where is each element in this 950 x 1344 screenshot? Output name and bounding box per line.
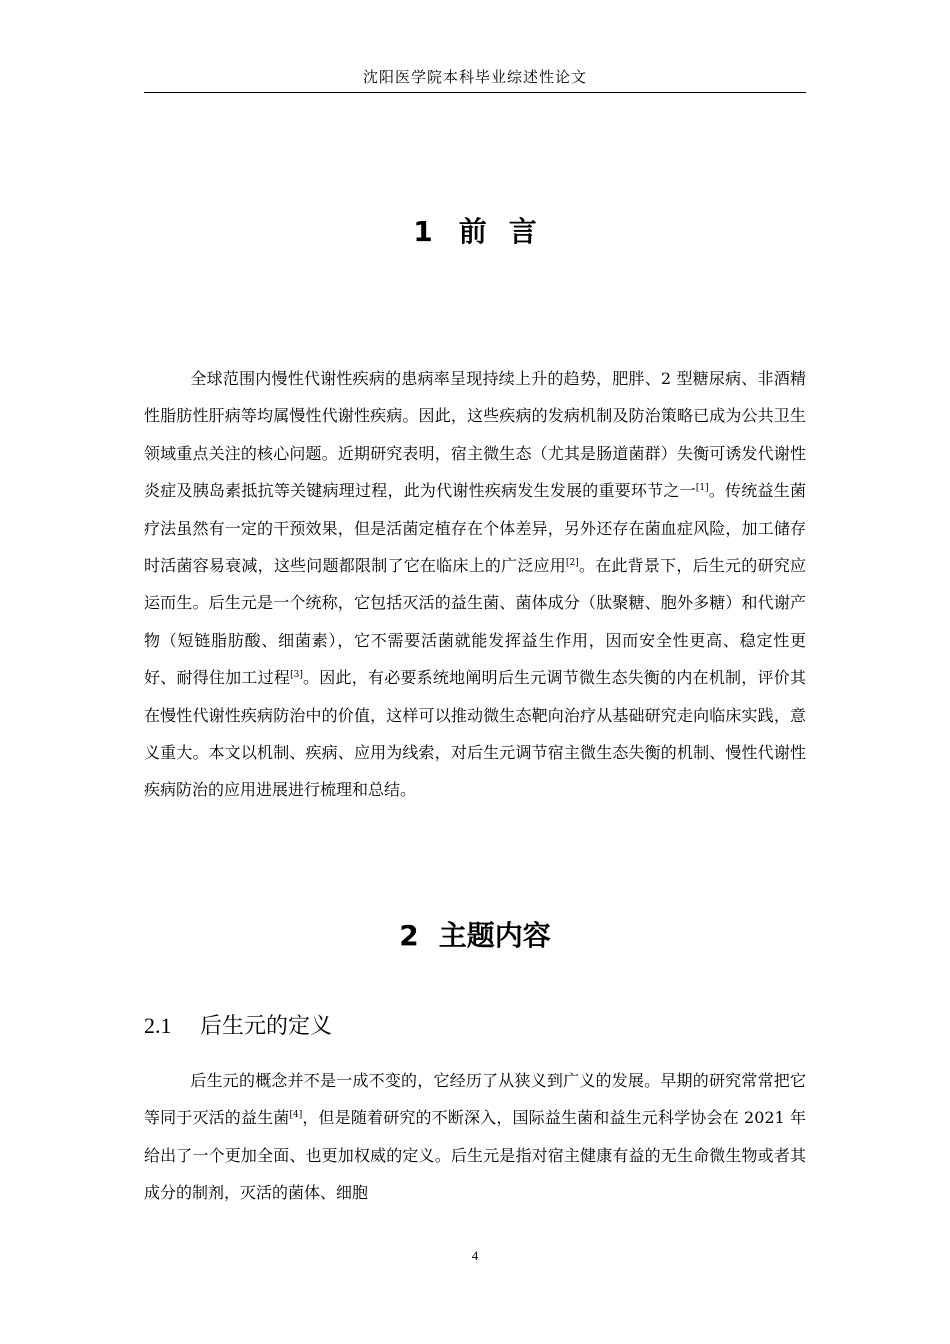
page-number: 4	[471, 1248, 479, 1263]
header-rule	[144, 92, 806, 93]
citation-1: [1]	[695, 483, 709, 494]
intro-text-a: 全球范围内慢性代谢性疾病的患病率呈现持续上升的趋势，肥胖、2 型糖尿病、非酒精性脂肪性肝病等均属慢性代谢性疾病。因此，这些疾病的发病机制及防治策略已成为公共卫生领域重点关注的核心问题。近期研究表明，宿主微生态（尤其是肠道菌群）失衡可诱发代谢性炎症及胰岛素抵抗等关键病理过程，此为代谢性疾病发生发展的重要环节之一	[144, 369, 806, 501]
intro-paragraph	[144, 360, 806, 809]
section-2-1-title: 后生元的定义	[200, 1014, 333, 1039]
intro-text-c: 。在此背景下，后生元的研究应运而生。后生元是一个统称，它包括灭活的益生菌、菌体成分（肽聚糖、胞外多糖）和代谢产物（短链脂肪酸、细菌素），它不需要活菌就能发挥益生作用，因而安全性更高、稳定性更好、耐得住加工过程	[144, 556, 806, 688]
chapter-2-number: 2	[399, 919, 419, 952]
citation-2: [2]	[566, 558, 579, 569]
section-2-1-heading	[144, 1010, 332, 1043]
definition-text-a: 后生元的概念并不是一成不变的，它经历了从狭义到广义的发展。早期的研究常常把它等同于灭活的益生菌	[144, 1071, 806, 1128]
intro-text-b: 。传统益生菌疗法虽然有一定的干预效果，但是活菌定植存在个体差异，另外还存在菌血症风险，加工储存时活菌容易衰减，这些问题都限制了它在临床上的广泛应用	[144, 481, 806, 576]
chapter-1-title-part1: 前	[458, 215, 487, 248]
definition-text-b: ，但是随着研究的不断深入，国际益生菌和益生元科学协会在 2021 年给出了一个更加全面、也更加权威的定义。后生元是指对宿主健康有益的无生命微生物或者其成分的制剂，灭活的菌体、细胞	[144, 1108, 806, 1203]
running-header: 沈阳医学院本科毕业综述性论文	[362, 68, 587, 86]
chapter-1-title-part2: 言	[508, 215, 537, 248]
citation-3: [3]	[290, 670, 303, 681]
section-2-1-number: 2.1	[144, 1013, 172, 1038]
chapter-1-heading	[144, 214, 806, 250]
definition-paragraph	[144, 1062, 806, 1212]
chapter-1-number: 1	[413, 215, 433, 248]
chapter-2-heading	[144, 918, 806, 954]
citation-4: [4]	[289, 1110, 303, 1121]
intro-text-d: 。因此，有必要系统地阐明后生元调节微生态失衡的内在机制，评价其在慢性代谢性疾病防治中的价值，这样可以推动微生态靶向治疗从基础研究走向临床实践，意义重大。本文以机制、疾病、应用为线索，对后生元调节宿主微生态失衡的机制、慢性代谢性疾病防治的应用进展进行梳理和总结。	[144, 668, 806, 800]
chapter-2-title: 主题内容	[438, 919, 551, 952]
